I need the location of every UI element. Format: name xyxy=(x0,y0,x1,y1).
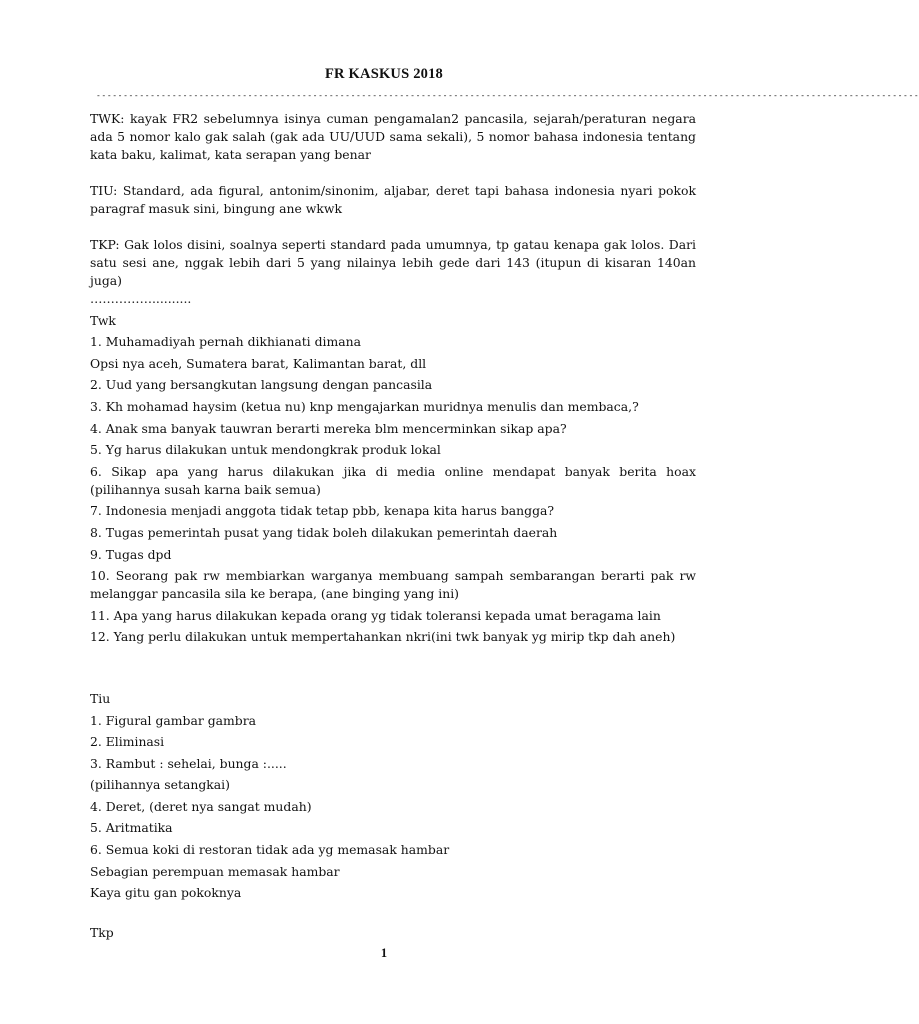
intro-tkp-paragraph: TKP: Gak lolos disini, soalnya seperti standard pada umumnya, tp gatau kenapa gak lolos. Dari satu sesi ane, nggak lebih dari 5 yang nilainya lebih gede dari 143 (itupun di kisaran 140an juga) xyxy=(90,237,696,288)
twk-heading: Twk xyxy=(90,312,116,328)
list-item: 3. Kh mohamad haysim (ketua nu) knp mengajarkan muridnya menulis dan membaca,? xyxy=(90,398,639,414)
list-item: Opsi nya aceh, Sumatera barat, Kalimantan barat, dll xyxy=(90,355,427,371)
list-item: 2. Eliminasi xyxy=(90,734,165,750)
list-item: (pilihannya setangkai) xyxy=(90,777,230,793)
page-number: 1 xyxy=(380,946,388,960)
list-item: 6. Semua koki di restoran tidak ada yg memasak hambar xyxy=(90,842,450,858)
document-body xyxy=(90,110,696,945)
list-item: 11. Apa yang harus dilakukan kepada orang yg tidak toleransi kepada umat beragama lain xyxy=(90,607,661,623)
list-item: 1. Figural gambar gambra xyxy=(90,712,257,728)
tiu-heading: Tiu xyxy=(90,690,111,706)
list-item: 2. Uud yang bersangkutan langsung dengan pancasila xyxy=(90,377,433,393)
document-title: FR KASKUS 2018 xyxy=(324,66,443,82)
list-item: 3. Rambut : sehelai, bunga :..... xyxy=(90,755,287,771)
list-item: Sebagian perempuan memasak hambar xyxy=(90,863,340,879)
list-item: 4. Deret, (deret nya sangat mudah) xyxy=(90,798,312,814)
list-item: Kaya gitu gan pokoknya xyxy=(90,885,242,901)
tkp-heading: Tkp xyxy=(90,924,114,940)
list-item: 7. Indonesia menjadi anggota tidak tetap pbb, kenapa kita harus bangga? xyxy=(90,503,555,519)
list-item: 5. Aritmatika xyxy=(90,820,173,836)
intro-tiu-paragraph: TIU: Standard, ada figural, antonim/sinonim, aljabar, deret tapi bahasa indonesia nyari pokok paragraf masuk sini, bingung ane wkwk xyxy=(90,183,696,216)
intro-twk-paragraph: TWK: kayak FR2 sebelumnya isinya cuman pengamalan2 pancasila, sejarah/peraturan negara ada 5 nomor kalo gak salah (gak ada UU/UUD sama sekali), 5 nomor bahasa indonesia tentang kata baku, kalimat, kata serapan yang benar xyxy=(90,111,696,162)
dots-separator: …………….......... xyxy=(90,291,192,306)
list-item: 12. Yang perlu dilakukan untuk mempertahankan nkri(ini twk banyak yg mirip tkp dah aneh) xyxy=(90,629,676,645)
separator-line: -------------------------------------------------------------------------------------------------------------------------------------------------------- xyxy=(96,91,919,100)
list-item: 4. Anak sma banyak tauwran berarti mereka blm mencerminkan sikap apa? xyxy=(90,420,567,436)
list-item: 5. Yg harus dilakukan untuk mendongkrak produk lokal xyxy=(90,442,441,458)
list-item: 6. Sikap apa yang harus dilakukan jika di media online mendapat banyak berita hoax (pilihannya susah karna baik semua) xyxy=(90,463,696,497)
list-item: 1. Muhamadiyah pernah dikhianati dimana xyxy=(90,334,361,350)
list-item: 10. Seorang pak rw membiarkan warganya membuang sampah sembarangan berarti pak rw melanggar pancasila sila ke berapa, (ane binging yang ini) xyxy=(90,568,696,602)
list-item: 8. Tugas pemerintah pusat yang tidak boleh dilakukan pemerintah daerah xyxy=(90,524,558,540)
list-item: 9. Tugas dpd xyxy=(90,546,172,562)
